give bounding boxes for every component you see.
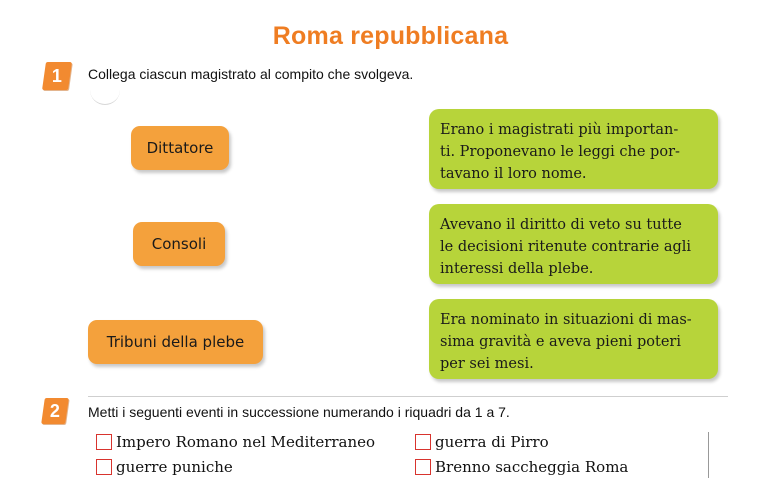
event-checkbox-1[interactable] <box>96 434 112 450</box>
task-box-3[interactable] <box>429 299 718 379</box>
event-item <box>96 433 375 451</box>
event-checkbox-3[interactable] <box>415 434 431 450</box>
task-1-line-3: tavano il loro nome. <box>440 166 587 182</box>
task-box-1[interactable] <box>429 109 718 189</box>
column-divider <box>708 432 709 478</box>
event-checkbox-2[interactable] <box>96 459 112 475</box>
event-label-3: guerra di Pirro <box>435 433 549 451</box>
task-3-line-1: Era nominato in situazioni di mas- <box>440 312 692 328</box>
event-label-1: Impero Romano nel Mediterraneo <box>116 433 376 451</box>
decorative-curve <box>90 90 120 105</box>
magistrate-consoli[interactable]: Consoli <box>133 222 225 266</box>
event-item <box>96 458 233 476</box>
task-1-line-1: Erano i magistrati più importan- <box>440 122 679 138</box>
event-label-2: guerre puniche <box>116 458 233 476</box>
task-2-line-2: le decisioni ritenute contrarie agli <box>440 239 692 255</box>
task-2-line-3: interessi della plebe. <box>440 261 594 277</box>
page-title: Roma repubblicana <box>272 22 509 50</box>
task-3-line-2: sima gravità e aveva pieni poteri <box>440 334 681 350</box>
task-box-2[interactable] <box>429 204 718 284</box>
magistrate-dittatore[interactable]: Dittatore <box>131 126 229 170</box>
task-1-line-2: ti. Proponevano le leggi che por- <box>440 144 680 160</box>
exercise-2-number <box>41 398 69 424</box>
exercise-2-instruction: Metti i seguenti eventi in successione numerando i riquadri da 1 a 7. <box>88 404 510 420</box>
exercise-1-number <box>42 62 72 90</box>
task-3-line-3: per sei mesi. <box>440 356 534 372</box>
exercise-2-number-label: 2 <box>49 400 60 421</box>
exercise-1-instruction: Collega ciascun magistrato al compito che svolgeva. <box>88 66 414 82</box>
exercise-1-number-label: 1 <box>51 65 62 86</box>
section-divider <box>88 396 728 397</box>
event-item <box>415 433 549 451</box>
task-2-line-1: Avevano il diritto di veto su tutte <box>440 217 682 233</box>
event-checkbox-4[interactable] <box>415 459 431 475</box>
magistrate-tribuni-della-plebe[interactable]: Tribuni della plebe <box>88 320 263 364</box>
event-item <box>415 458 628 476</box>
event-label-4: Brenno saccheggia Roma <box>435 458 629 476</box>
